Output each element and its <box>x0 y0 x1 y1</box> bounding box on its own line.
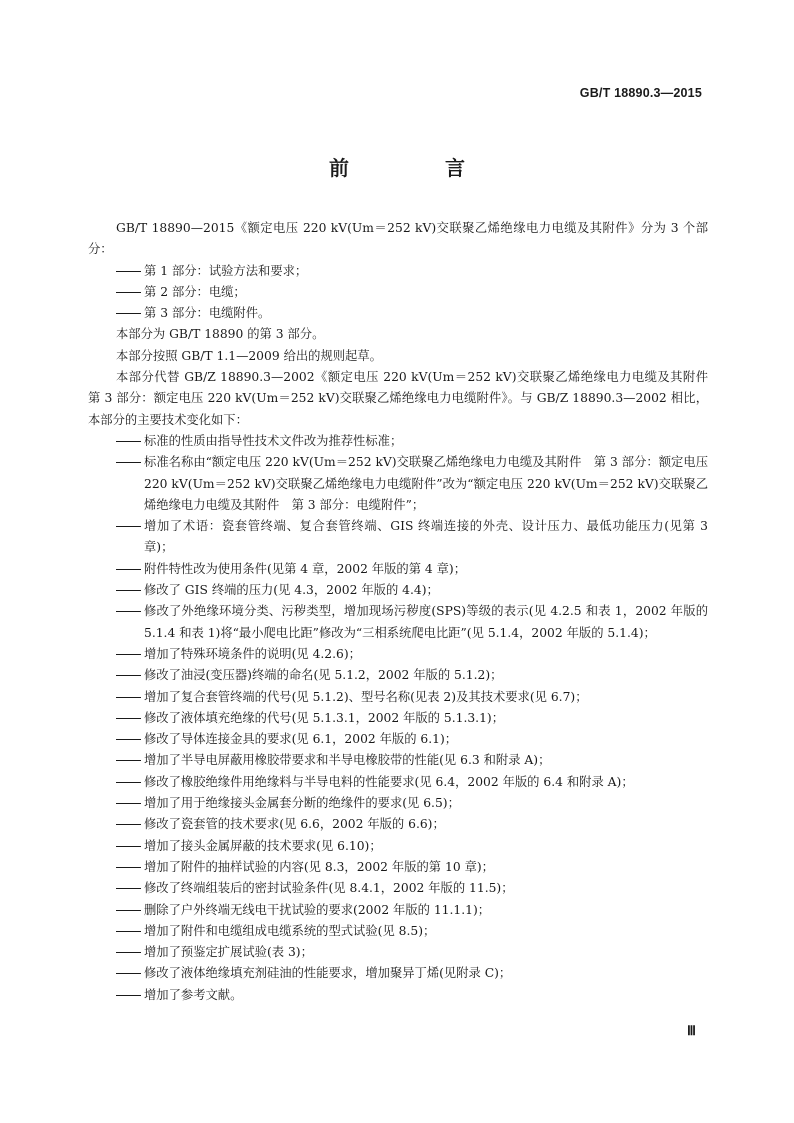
dash-mark <box>116 526 141 527</box>
list-item: 第 1 部分：试验方法和要求； <box>88 261 708 282</box>
changes-list <box>88 431 708 1006</box>
dash-mark <box>116 931 141 932</box>
dash-mark <box>116 675 141 676</box>
dash-mark <box>116 846 141 847</box>
list-item: 附件特性改为使用条件(见第 4 章，2002 年版的第 4 章)； <box>88 559 708 580</box>
dash-mark <box>116 590 141 591</box>
list-item: 修改了油浸(变压器)终端的命名(见 5.1.2，2002 年版的 5.1.2)； <box>88 665 708 686</box>
dash-mark <box>116 292 141 293</box>
list-item: 增加了特殊环境条件的说明(见 4.2.6)； <box>88 644 708 665</box>
dash-mark <box>116 462 141 463</box>
list-item: 修改了 GIS 终端的压力(见 4.3，2002 年版的 4.4)； <box>88 580 708 601</box>
dash-mark <box>116 888 141 889</box>
dash-mark <box>116 569 141 570</box>
standard-code: GB/T 18890.3—2015 <box>579 86 702 100</box>
list-item: 增加了附件和电缆组成电缆系统的型式试验(见 8.5)； <box>88 921 708 942</box>
dash-mark <box>116 441 141 442</box>
parts-list <box>88 261 708 325</box>
list-item: 第 3 部分：电缆附件。 <box>88 303 708 324</box>
dash-mark <box>116 271 141 272</box>
dash-mark <box>116 803 141 804</box>
dash-mark <box>116 973 141 974</box>
dash-mark <box>116 760 141 761</box>
list-item: 第 2 部分：电缆； <box>88 282 708 303</box>
dash-mark <box>116 867 141 868</box>
list-item: 增加了参考文献。 <box>88 985 708 1006</box>
list-item: 增加了附件的抽样试验的内容(见 8.3，2002 年版的第 10 章)； <box>88 857 708 878</box>
list-item: 增加了复合套管终端的代号(见 5.1.2)、型号名称(见表 2)及其技术要求(见 6.7)； <box>88 687 708 708</box>
list-item: 修改了导体连接金具的要求(见 6.1，2002 年版的 6.1)； <box>88 729 708 750</box>
dash-mark <box>116 952 141 953</box>
page-number: Ⅲ <box>687 1023 696 1038</box>
list-item: 增加了用于绝缘接头金属套分断的绝缘件的要求(见 6.5)； <box>88 793 708 814</box>
dash-mark <box>116 654 141 655</box>
dash-mark <box>116 718 141 719</box>
list-item: 修改了液体绝缘填充剂硅油的性能要求，增加聚异丁烯(见附录 C)； <box>88 963 708 984</box>
list-item: 增加了术语：瓷套管终端、复合套管终端、GIS 终端连接的外壳、设计压力、最低功能压力(见第 3 章)； <box>88 516 708 559</box>
replacement-statement: 本部分代替 GB/Z 18890.3—2002《额定电压 220 kV(Um＝252 kV)交联聚乙烯绝缘电力电缆及其附件 第 3 部分：额定电压 220 kV(Um＝252 kV)交联聚乙烯绝缘电力电缆附件》。与 GB/Z 18890.3—2002 相比，本部分的主要技术变化如下： <box>88 370 721 427</box>
dash-mark <box>116 611 141 612</box>
list-item: 增加了预鉴定扩展试验(表 3)； <box>88 942 708 963</box>
dash-mark <box>116 739 141 740</box>
dash-mark <box>116 824 141 825</box>
dash-mark <box>116 697 141 698</box>
list-item: 修改了橡胶绝缘件用绝缘料与半导电料的性能要求(见 6.4，2002 年版的 6.4 和附录 A)； <box>88 772 708 793</box>
list-item: 修改了液体填充绝缘的代号(见 5.1.3.1，2002 年版的 5.1.3.1)； <box>88 708 708 729</box>
drafting-rule-statement: 本部分按照 GB/T 1.1—2009 给出的规则起草。 <box>116 348 382 363</box>
intro-paragraph: GB/T 18890—2015《额定电压 220 kV(Um＝252 kV)交联聚乙烯绝缘电力电缆及其附件》分为 3 个部分： <box>88 221 708 257</box>
foreword-body <box>88 218 721 1006</box>
list-item: 修改了瓷套管的技术要求(见 6.6，2002 年版的 6.6)； <box>88 814 708 835</box>
list-item: 删除了户外终端无线电干扰试验的要求(2002 年版的 11.1.1)； <box>88 900 708 921</box>
dash-mark <box>116 910 141 911</box>
list-item: 修改了终端组装后的密封试验条件(见 8.4.1，2002 年版的 11.5)； <box>88 878 708 899</box>
list-item: 增加了接头金属屏蔽的技术要求(见 6.10)； <box>88 836 708 857</box>
list-item: 修改了外绝缘环境分类、污秽类型，增加现场污秽度(SPS)等级的表示(见 4.2.5 和表 1，2002 年版的 5.1.4 和表 1)将“最小爬电比距”修改为“三相系统爬电比距”(见 5.1.4，2002 年版的 5.1.4)； <box>88 601 708 644</box>
list-item: 标准名称由“额定电压 220 kV(Um＝252 kV)交联聚乙烯绝缘电力电缆及其附件 第 3 部分：额定电压 220 kV(Um＝252 kV)交联聚乙烯绝缘电力电缆附件”改为“额定电压 220 kV(Um＝252 kV)交联聚乙烯绝缘电力电缆及其附件 第 3 部分：电缆附件”； <box>88 452 708 516</box>
part-statement: 本部分为 GB/T 18890 的第 3 部分。 <box>116 327 325 342</box>
list-item: 增加了半导电屏蔽用橡胶带要求和半导电橡胶带的性能(见 6.3 和附录 A)； <box>88 750 708 771</box>
dash-mark <box>116 995 141 996</box>
page-title: 前 言 <box>329 156 503 180</box>
list-item: 标准的性质由指导性技术文件改为推荐性标准； <box>88 431 708 452</box>
dash-mark <box>116 782 141 783</box>
dash-mark <box>116 313 141 314</box>
